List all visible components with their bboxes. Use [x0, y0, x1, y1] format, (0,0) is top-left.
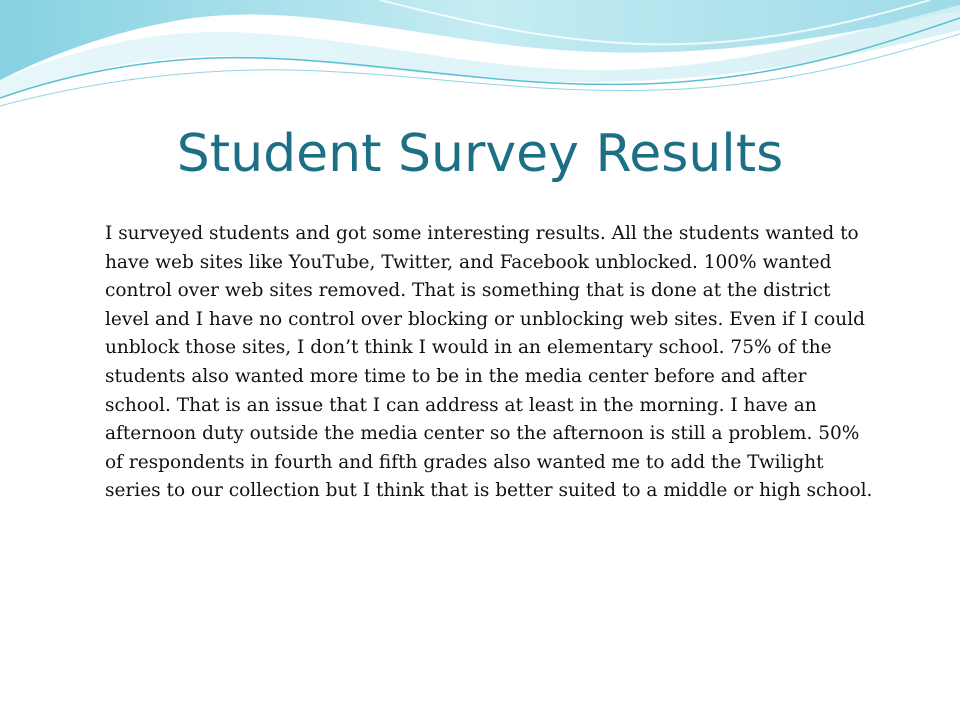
slide-title: Student Survey Results — [176, 124, 784, 184]
wave-header-decoration — [0, 0, 960, 120]
slide-body-text: I surveyed students and got some interesting results. All the students wanted to have web sites like YouTube, Twitter, and Facebook unblocked. 100% wanted control over web sites removed. That is something that is done at the district level and I have no control over blocking or unblocking web sites. Even if I could unblock those sites, I don’t think I would in an elementary school. 75% of the students also wanted more time to be in the media center before and after school. That is an issue that I can address at least in the morning. I have an afternoon duty outside the media center so the afternoon is still a problem. 50% of respondents in fourth and fifth grades also wanted me to add the Twilight series to our collection but I think that is better suited to a middle or high school. — [105, 223, 873, 502]
